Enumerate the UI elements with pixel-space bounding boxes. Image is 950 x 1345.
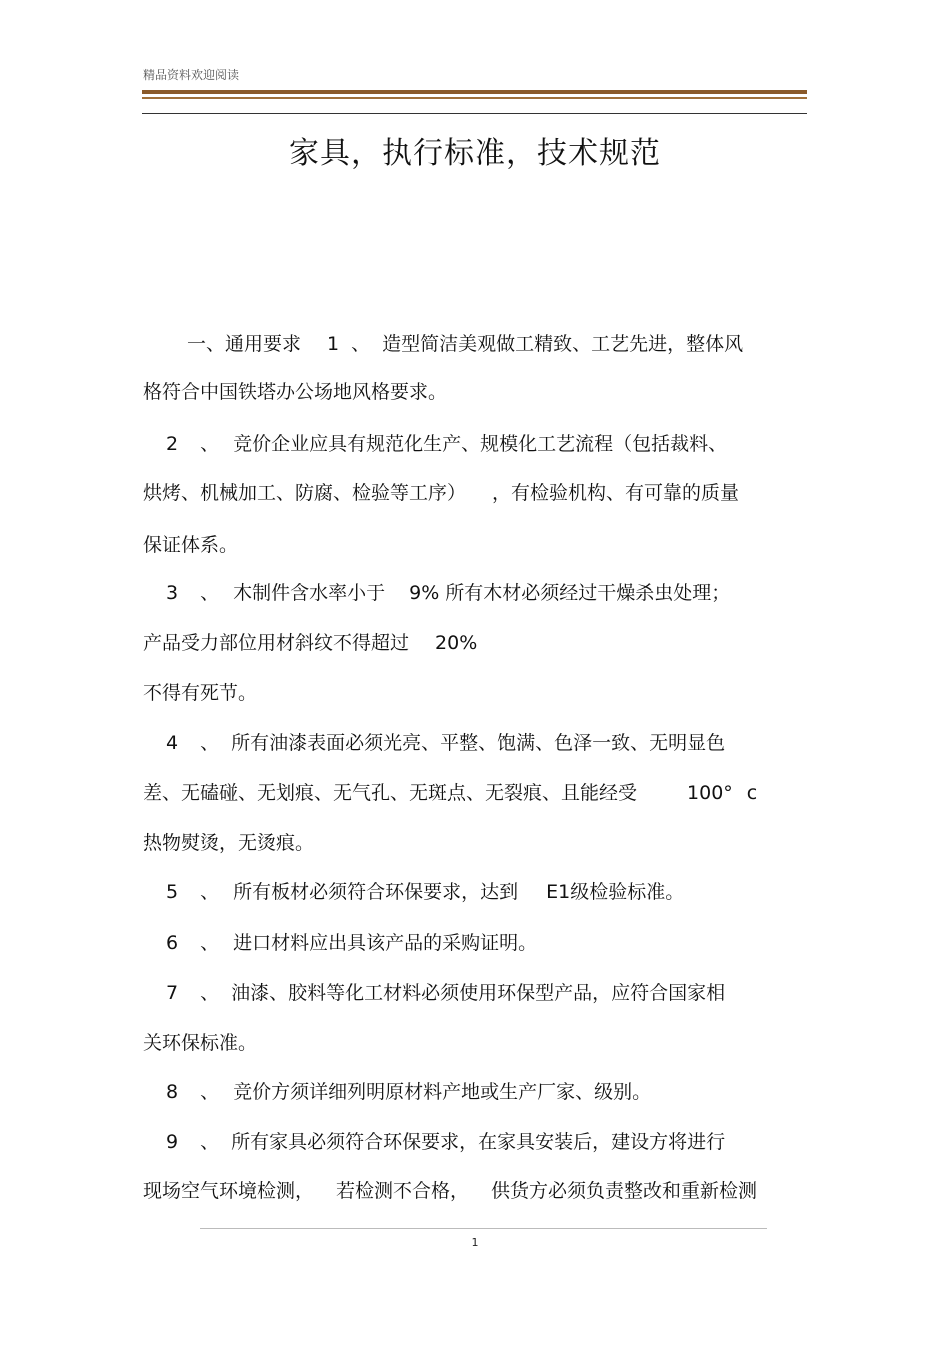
item-number: 3 <box>166 582 179 604</box>
item-number: 1 <box>327 333 340 355</box>
line-text: 关环保标准。 <box>143 1032 258 1054</box>
item-number: 6 <box>166 932 179 954</box>
body-line <box>143 831 314 855</box>
line-text: 20% <box>435 632 478 654</box>
body-line <box>143 481 739 505</box>
line-text: 、 <box>200 1081 220 1103</box>
line-text: 进口材料应出具该产品的采购证明。 <box>233 932 538 954</box>
body-line <box>166 432 727 456</box>
line-text: 一、通用要求 <box>187 333 302 355</box>
body-line <box>166 931 537 955</box>
line-text: 现场空气环境检测， <box>143 1180 315 1202</box>
document-title: 家具，执行标准，技术规范 <box>289 136 661 171</box>
line-text: 所有板材必须符合环保要求，达到 <box>233 881 519 903</box>
body-line <box>143 1179 757 1203</box>
line-text: 木制件含水率小于 <box>233 582 386 604</box>
body-line <box>187 332 743 356</box>
line-text: 、 <box>351 333 371 355</box>
line-text: 100° <box>687 782 733 804</box>
line-text: 所有木材必须经过干燥杀虫处理； <box>445 582 731 604</box>
line-text: 、 <box>200 582 220 604</box>
body-line <box>143 631 477 655</box>
line-text: 、 <box>200 881 220 903</box>
line-text: c <box>746 782 758 804</box>
body-line <box>166 731 725 755</box>
item-number: 2 <box>166 433 179 455</box>
line-text: 、 <box>200 433 220 455</box>
line-text: ，有检验机构、有可靠的质量 <box>492 482 740 504</box>
line-text: 产品受力部位用材斜纹不得超过 <box>143 632 410 654</box>
line-text: 烘烤、机械加工、防腐、检验等工序） <box>143 482 467 504</box>
line-text: 格符合中国铁塔办公场地风格要求。 <box>143 381 448 403</box>
body-line <box>166 880 684 904</box>
line-text: 、 <box>200 932 220 954</box>
line-text: 供货方必须负责整改和重新检测 <box>491 1180 758 1202</box>
line-text: 9% <box>409 582 440 604</box>
item-number: 5 <box>166 881 179 903</box>
line-text: 不得有死节。 <box>143 682 258 704</box>
line-text: 油漆、胶料等化工材料必须使用环保型产品，应符合国家相 <box>231 982 726 1004</box>
body-line <box>166 1130 725 1154</box>
body-line <box>166 1080 651 1104</box>
line-text: E1级检验标准。 <box>546 881 685 903</box>
item-number: 8 <box>166 1081 179 1103</box>
line-text: 竞价方须详细列明原材料产地或生产厂家、级别。 <box>233 1081 652 1103</box>
line-text: 、 <box>200 732 220 754</box>
header-rule-double <box>142 97 807 99</box>
item-number: 7 <box>166 982 179 1004</box>
body-line <box>166 581 730 605</box>
line-text: 热物熨烫，无烫痕。 <box>143 832 315 854</box>
item-number: 4 <box>166 732 179 754</box>
header-text: 精品资料欢迎阅读 <box>143 68 240 82</box>
body-line <box>143 781 757 805</box>
line-text: 若检测不合格， <box>336 1180 470 1202</box>
footer-rule <box>200 1228 767 1229</box>
body-line <box>143 533 238 557</box>
line-text: 竞价企业应具有规范化生产、规模化工艺流程（包括裁料、 <box>233 433 728 455</box>
body-line <box>143 1031 257 1055</box>
body-line <box>143 681 257 705</box>
line-text: 、 <box>200 1131 220 1153</box>
line-text: 保证体系。 <box>143 534 239 556</box>
body-line <box>166 981 725 1005</box>
line-text: 造型简洁美观做工精致、工艺先进，整体风 <box>382 333 744 355</box>
line-text: 所有家具必须符合环保要求，在家具安装后，建设方将进行 <box>231 1131 726 1153</box>
header-rule-thin <box>142 113 807 114</box>
line-text: 、 <box>200 982 220 1004</box>
line-text: 差、无磕碰、无划痕、无气孔、无斑点、无裂痕、且能经受 <box>143 782 638 804</box>
body-line <box>143 380 447 404</box>
page-number: 1 <box>471 1236 479 1249</box>
header-rule-thick <box>142 90 807 94</box>
line-text: 所有油漆表面必须光亮、平整、饱满、色泽一致、无明显色 <box>231 732 726 754</box>
item-number: 9 <box>166 1131 179 1153</box>
